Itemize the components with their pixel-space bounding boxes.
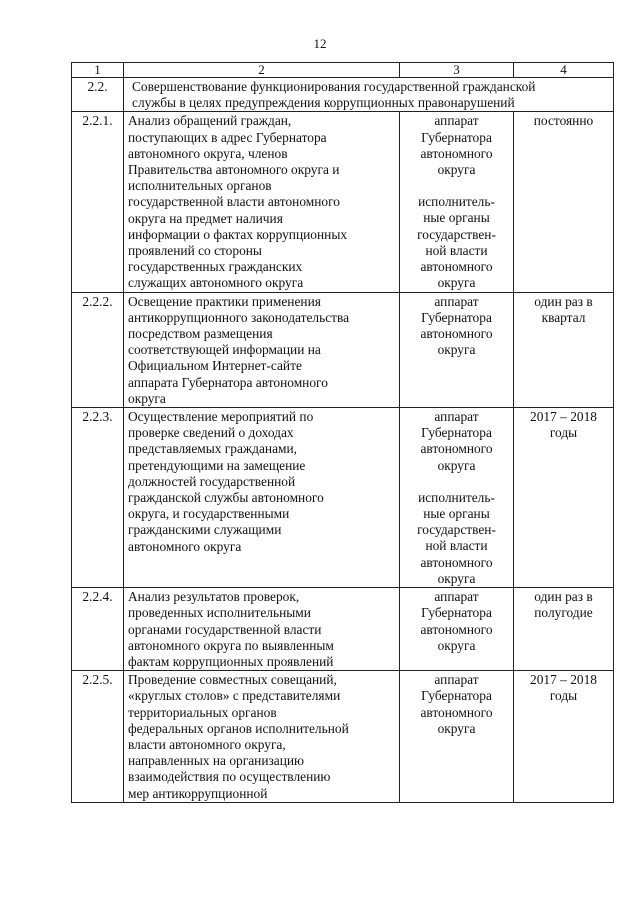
description-line: информации о фактах коррупционных xyxy=(128,226,348,242)
executor-line: округа xyxy=(437,275,476,291)
term-line: квартал xyxy=(541,309,586,325)
description-line: автономного округа по выявленным xyxy=(128,637,334,653)
description-line: округа, и государственными xyxy=(128,506,290,522)
description-line: аппарата Губернатора автономного xyxy=(128,374,328,390)
executor-spacer xyxy=(404,178,509,194)
item-executor xyxy=(400,408,514,588)
executor-line: автономного xyxy=(420,326,493,342)
description-line: гражданскими служащими xyxy=(128,522,282,538)
executor-spacer xyxy=(404,474,509,490)
executor-line: Губернатора xyxy=(421,688,492,704)
section-title-line: службы в целях предупреждения коррупционных правонарушений xyxy=(132,95,515,111)
description-line: Освещение практики применения xyxy=(128,293,321,309)
executor-line: округа xyxy=(437,162,476,178)
table-row xyxy=(72,112,614,292)
executor-line: Губернатора xyxy=(421,309,492,325)
item-description xyxy=(124,112,400,292)
action-plan-table xyxy=(71,62,614,803)
description-line: органами государственной власти xyxy=(128,621,322,637)
description-line: соответствующей информации на xyxy=(128,342,321,358)
description-line: автономного округа, членов xyxy=(128,145,288,161)
executor-line: аппарат xyxy=(434,672,479,688)
description-line: проявлений со стороны xyxy=(128,243,262,259)
term-line: 2017 – 2018 xyxy=(530,409,597,425)
executor-line: государствен- xyxy=(417,522,496,538)
item-number: 2.2.4. xyxy=(72,588,124,671)
executor-line: автономного xyxy=(420,621,493,637)
description-line: должностей государственной xyxy=(128,473,296,489)
term-line: полугодие xyxy=(534,605,593,621)
table-row xyxy=(72,408,614,588)
item-number: 2.2.2. xyxy=(72,292,124,407)
item-term xyxy=(514,292,614,407)
header-cell: 3 xyxy=(400,63,514,78)
description-line: взаимодействия по осуществлению xyxy=(128,769,331,785)
item-number: 2.2.1. xyxy=(72,112,124,292)
executor-line: ные органы xyxy=(423,506,490,522)
description-line: власти автономного округа, xyxy=(128,736,286,752)
executor-line: округа xyxy=(437,342,476,358)
executor-line: автономного xyxy=(420,704,493,720)
item-description xyxy=(124,671,400,803)
executor-line: Губернатора xyxy=(421,605,492,621)
executor-line: аппарат xyxy=(434,409,479,425)
executor-line: аппарат xyxy=(434,589,479,605)
description-line: служащих автономного округа xyxy=(128,275,304,291)
description-line: антикоррупционного законодательства xyxy=(128,309,350,325)
executor-line: исполнитель- xyxy=(418,489,495,505)
header-row xyxy=(72,63,614,78)
item-executor xyxy=(400,292,514,407)
item-number: 2.2.3. xyxy=(72,408,124,588)
table-row xyxy=(72,292,614,407)
description-line: проведенных исполнительными xyxy=(128,605,311,621)
term-line: один раз в xyxy=(534,293,593,309)
item-description xyxy=(124,292,400,407)
term-line: 2017 – 2018 xyxy=(530,672,597,688)
description-line: претендующими на замещение xyxy=(128,457,306,473)
executor-line: округа xyxy=(437,457,476,473)
table-row xyxy=(72,671,614,803)
item-executor xyxy=(400,671,514,803)
section-number: 2.2. xyxy=(72,78,124,112)
executor-line: государствен- xyxy=(417,226,496,242)
executor-line: ной власти xyxy=(425,538,488,554)
item-executor xyxy=(400,112,514,292)
term-line: годы xyxy=(549,425,578,441)
description-line: Правительства автономного округа и xyxy=(128,162,340,178)
description-line: исполнительных органов xyxy=(128,178,272,194)
description-line: федеральных органов исполнительной xyxy=(128,720,349,736)
executor-line: автономного xyxy=(420,259,493,275)
section-title xyxy=(124,78,614,112)
description-line: территориальных органов xyxy=(128,704,277,720)
description-line: «круглых столов» с представителями xyxy=(128,688,341,704)
item-number: 2.2.5. xyxy=(72,671,124,803)
section-title-line: Совершенствование функционирования государственной гражданской xyxy=(132,79,536,94)
header-cell: 2 xyxy=(124,63,400,78)
description-line: государственных гражданских xyxy=(128,259,303,275)
description-line: округа на предмет наличия xyxy=(128,210,283,226)
item-executor xyxy=(400,588,514,671)
description-line: Анализ результатов проверок, xyxy=(128,589,300,605)
term-line: годы xyxy=(549,688,578,704)
page-number: 12 xyxy=(313,36,327,51)
item-description xyxy=(124,588,400,671)
description-line: округа xyxy=(128,390,166,406)
description-line: посредством размещения xyxy=(128,326,273,342)
description-line: Официальном Интернет-сайте xyxy=(128,358,302,374)
item-term xyxy=(514,588,614,671)
description-line: представляемых гражданами, xyxy=(128,441,298,457)
executor-line: Губернатора xyxy=(421,129,492,145)
executor-line: округа xyxy=(437,720,476,736)
executor-line: аппарат xyxy=(434,293,479,309)
item-term xyxy=(514,112,614,292)
executor-line: автономного xyxy=(420,554,493,570)
term-line: постоянно xyxy=(533,113,594,129)
item-description xyxy=(124,408,400,588)
table-row xyxy=(72,588,614,671)
description-line: автономного округа xyxy=(128,538,242,554)
executor-line: автономного xyxy=(420,441,493,457)
executor-line: Губернатора xyxy=(421,425,492,441)
executor-line: исполнитель- xyxy=(418,194,495,210)
executor-line: аппарат xyxy=(434,113,479,129)
section-row xyxy=(72,78,614,112)
item-term xyxy=(514,408,614,588)
executor-line: автономного xyxy=(420,145,493,161)
description-line: поступающих в адрес Губернатора xyxy=(128,129,327,145)
executor-line: ной власти xyxy=(425,242,488,258)
description-line: Проведение совместных совещаний, xyxy=(128,672,337,688)
description-line: государственной власти автономного xyxy=(128,194,340,210)
description-line: мер антикоррупционной xyxy=(128,785,268,801)
header-cell: 4 xyxy=(514,63,614,78)
item-term xyxy=(514,671,614,803)
executor-line: ные органы xyxy=(423,210,490,226)
header-cell: 1 xyxy=(72,63,124,78)
description-line: гражданской службы автономного xyxy=(128,490,324,506)
executor-line: округа xyxy=(437,637,476,653)
description-line: фактам коррупционных проявлений xyxy=(128,653,334,669)
description-line: проверке сведений о доходах xyxy=(128,425,294,441)
term-line: один раз в xyxy=(534,589,593,605)
description-line: Осуществление мероприятий по xyxy=(128,409,314,425)
executor-line: округа xyxy=(437,570,476,586)
description-line: направленных на организацию xyxy=(128,753,305,769)
description-line: Анализ обращений граждан, xyxy=(128,113,292,129)
